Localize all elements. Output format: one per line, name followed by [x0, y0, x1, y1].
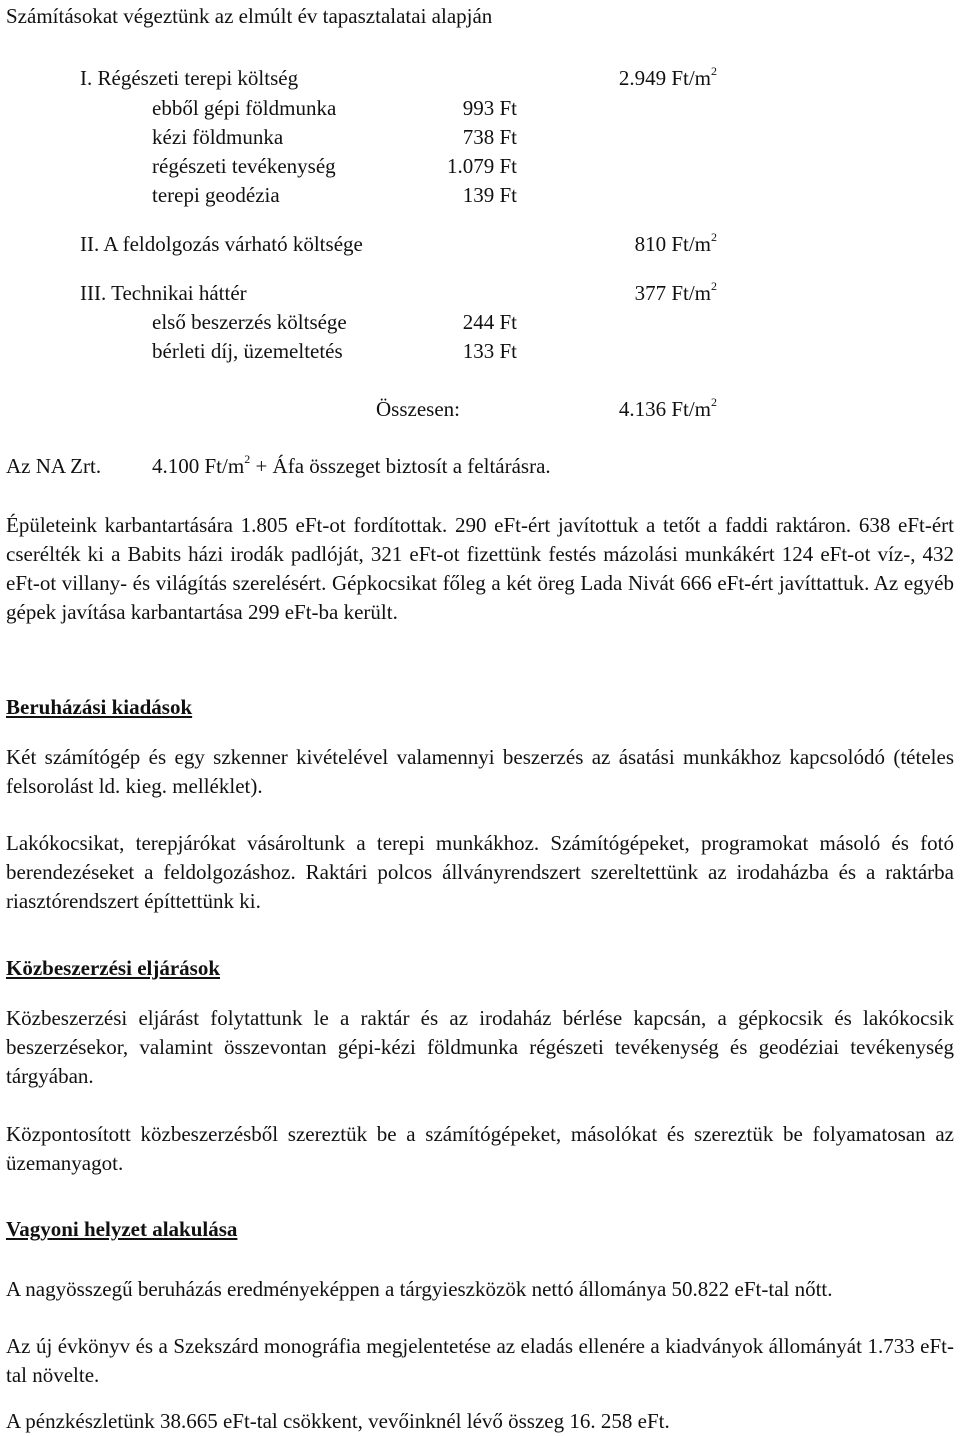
cost-item-label: terepi geodézia	[152, 183, 280, 207]
cost-item-label: ebből gépi földmunka	[152, 96, 337, 120]
cost-item-label: kézi földmunka	[152, 125, 284, 149]
cost-section-1-title: I. Régészeti terepi költség	[80, 66, 299, 90]
cost-item-value: 139 Ft	[462, 183, 517, 207]
investment-paragraph-2: Lakókocsikat, terepjárókat vásároltunk a terepi munkákhoz. Számítógépeket, programokat másoló és fotó berendezéseket a feldolgozáshoz. Raktári polcos állványrendszert szereltettünk az irodaházba és a raktárba riasztórendszert építtettünk ki.	[6, 831, 954, 913]
section-heading-assets: Vagyoni helyzet alakulása	[6, 1217, 238, 1241]
cost-item-value: 133 Ft	[462, 339, 517, 363]
summary-value: 4.136 $Ft/m^2$	[618, 395, 717, 421]
assets-paragraph-2: Az új évkönyv és a Szekszárd monográfia megjelentetése az eladás ellenére a kiadványok állományát 1.733 eFt-tal növelte.	[6, 1334, 954, 1387]
cost-item-value: 244 Ft	[462, 310, 517, 334]
cost-section-2-total: 810 $Ft/m^2$	[634, 230, 717, 256]
section-heading-investment: Beruházási kiadások	[6, 695, 193, 719]
section-heading-procurement: Közbeszerzési eljárások	[6, 956, 221, 980]
assets-paragraph-3: A pénzkészletünk 38.665 eFt-tal csökkent, vevőinknél lévő összeg 16. 258 eFt.	[6, 1409, 670, 1433]
na-zrt-label: Az NA Zrt.	[6, 454, 102, 478]
cost-section-3-title: III. Technikai háttér	[80, 281, 247, 305]
procurement-paragraph-2: Központosított közbeszerzésből szereztük be a számítógépeket, másolókat és szereztük be folyamatosan az üzemanyagot.	[6, 1122, 954, 1175]
maintenance-paragraph: Épületeink karbantartására 1.805 eFt-ot fordítottak. 290 eFt-ért javítottuk a tetőt a faddi raktáron. 638 eFt-ért cserélték ki a Babits házi irodák padlóját, 321 eFt-ot fizettünk festés mázolási munkákért 124 eFt-ot víz-, 432 eFt-ot villany- és világítás szerelésért. Gépkocsikat főleg a két öreg Lada Nivát 666 eFt-ért javíttattuk. Az egyéb gépek javítása karbantartása 299 eFt-ba került.	[6, 513, 954, 624]
na-zrt-statement: 4.100 $Ft/m^2$ + Áfa összeget biztosít a feltárásra.	[152, 452, 551, 478]
assets-paragraph-1: A nagyösszegű beruházás eredményeképpen a tárgyieszközök nettó állománya 50.822 eFt-tal nőtt.	[6, 1277, 833, 1301]
cost-item-label: régészeti tevékenység	[152, 154, 336, 178]
cost-item-value: 738 Ft	[462, 125, 517, 149]
cost-section-1-total: 2.949 $Ft/m^2$	[618, 64, 717, 90]
cost-item-value: 1.079 Ft	[446, 154, 517, 178]
intro-text: Számításokat végeztünk az elmúlt év tapasztalatai alapján	[6, 4, 493, 28]
cost-item-label: bérleti díj, üzemeltetés	[152, 339, 343, 363]
cost-section-3-total: 377 $Ft/m^2$	[634, 279, 717, 305]
procurement-paragraph-1: Közbeszerzési eljárást folytattunk le a raktár és az irodaház bérlése kapcsán, a gépkocsik és lakókocsik beszerzésekor, valamint összevontan gépi-kézi földmunka régészeti tevékenység és geodéziai tevékenység tárgyában.	[6, 1006, 954, 1088]
investment-paragraph-1: Két számítógép és egy szkenner kivételével valamennyi beszerzés az ásatási munkákhoz kapcsolódó (tételes felsorolást ld. kieg. melléklet).	[6, 745, 954, 798]
summary-label: Összesen:	[376, 397, 460, 421]
cost-item-value: 993 Ft	[462, 96, 517, 120]
cost-item-label: első beszerzés költsége	[152, 310, 347, 334]
cost-section-2-title: II. A feldolgozás várható költsége	[80, 232, 363, 256]
